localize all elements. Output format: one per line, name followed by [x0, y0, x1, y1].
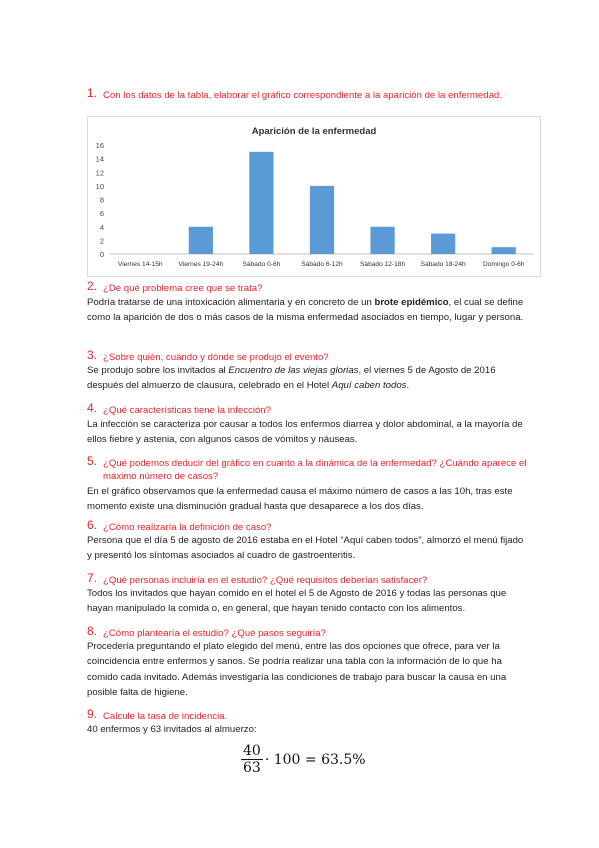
answer-text: . [406, 380, 410, 392]
y-tick-label: 2 [99, 236, 104, 246]
question-2 [87, 279, 527, 295]
question-number: 8. [87, 624, 98, 638]
question-number: 6. [87, 518, 98, 532]
question-title: ¿De qué problema cree que se trata? [103, 283, 263, 294]
question-number: 7. [87, 571, 98, 585]
question-number: 5. [87, 454, 98, 468]
x-tick-label: Sábado 0-6h [242, 261, 281, 268]
y-tick-label: 12 [95, 168, 104, 178]
question-title: ¿Cómo plantearía el estudio? ¿Qué pasos seguiría? [103, 628, 326, 639]
answer-4: La infección se caracteriza por causar a todos los enfermos diarrea y dolor abdominal, a la mayoría de ellos fiebre y astenia, con algunos casos de vómitos y náuseas. [87, 419, 523, 446]
bar [189, 227, 213, 254]
answer-text: Podría tratarse de una intoxicación alimentaria y en concreto de un [87, 297, 375, 308]
x-tick-label: Viernes 14-15h [117, 261, 163, 268]
x-tick-label: Sábado 12-18h [360, 261, 406, 268]
bar [492, 247, 516, 254]
question-title: Con los datos de la tabla, elaborar el gráfico correspondiente a la aparición de la enfermedad. [103, 90, 502, 101]
y-tick-label: 14 [95, 154, 104, 164]
numerator: 40 [243, 743, 261, 759]
incidence-formula [241, 743, 366, 776]
event-name: Encuentro de las viejas glorias [228, 365, 359, 376]
answer-7: Todos los invitados que hayan comido en el hotel el 5 de Agosto de 2016 y todas las personas que hayan manipulado la comida o, en general, que hayan tenido contacto con los alimentos. [87, 588, 507, 615]
question-number: 3. [87, 348, 98, 362]
incidence-chart [87, 116, 541, 277]
question-number: 4. [87, 401, 98, 415]
hotel-name: Aquí caben todos [331, 380, 407, 392]
bar [431, 234, 455, 254]
question-number: 9. [87, 707, 98, 721]
y-tick-label: 4 [99, 222, 104, 232]
answer-9: 40 enfermos y 63 invitados al almuerzo: [87, 724, 257, 735]
answer-text: , el cual se define como la aparición de dos o más casos de la misma enfermedad asociados en tiempo, lugar y persona. [87, 297, 524, 324]
question-title: ¿Qué características tiene la infección? [103, 405, 271, 416]
x-tick-label: Sábado 18-24h [420, 261, 466, 268]
y-tick-label: 0 [99, 250, 104, 259]
question-number: 1. [87, 86, 98, 100]
bar [370, 227, 394, 254]
answer-3 [87, 363, 529, 394]
answer-6: Persona que el día 5 de agosto de 2016 estaba en el Hotel “Aquí caben todos”, almorzó el menú fijado y presentó los síntomas asociados al cuadro de gastroenteritis. [87, 535, 524, 562]
question-title: ¿Sobre quién, cuándo y dónde se produjo el evento? [103, 352, 329, 363]
question-number: 2. [87, 279, 98, 293]
answer-highlight: brote epidémico [374, 297, 449, 308]
chart-svg [88, 117, 540, 276]
y-tick-label: 16 [95, 141, 104, 150]
question-title: ¿Qué personas incluiría en el estudio? ¿Qué requisitos deberían satisfacer? [103, 575, 428, 586]
question-title: ¿Qué podemos deducir del gráfico en cuanto a la dinámica de la enfermedad? ¿Cuándo aparece el máximo número de casos? [103, 458, 527, 482]
x-tick-label: Domingo 0-6h [483, 261, 525, 268]
answer-8: Procedería preguntando el plato elegido del menú, entre las dos opciones que ofrece, para ver la coincidencia entre enfermos y sanos. Se podría realizar una tabla con la información de lo que ha comido cada invitado. Además investigaría las condiciones de trabajo para buscar la causa en una posible falta de higiene. [87, 641, 507, 699]
answer-2 [87, 295, 529, 326]
question-title: ¿Cómo realizaría la definición de caso? [103, 522, 272, 533]
formula-result: · 100 = 63.5% [264, 751, 366, 768]
y-tick-label: 6 [99, 209, 104, 219]
fraction [241, 743, 263, 776]
y-tick-label: 8 [99, 195, 104, 205]
question-title: Calcule la tasa de incidencia. [103, 711, 228, 722]
answer-text: , el viernes 5 de Agosto de 2016 después del almuerzo de clausura, celebrado en el Hotel [87, 365, 496, 392]
y-tick-label: 10 [95, 181, 104, 191]
question-1 [87, 86, 527, 102]
bar [249, 152, 273, 254]
question-4 [87, 401, 527, 417]
x-tick-label: Viernes 19-24h [178, 261, 224, 268]
answer-5: En el gráfico observamos que la enfermedad causa el máximo número de casos a las 10h, tras este momento existe una disminución gradual hasta que desaparece a los dos días. [87, 486, 513, 513]
x-tick-label: Sábado 6-12h [301, 261, 343, 268]
denominator: 63 [243, 760, 261, 776]
answer-text: Se produjo sobre los invitados al [87, 365, 229, 376]
chart-title: Aparición de la enfermedad [251, 126, 377, 137]
bar [310, 186, 334, 254]
question-5 [87, 454, 527, 483]
